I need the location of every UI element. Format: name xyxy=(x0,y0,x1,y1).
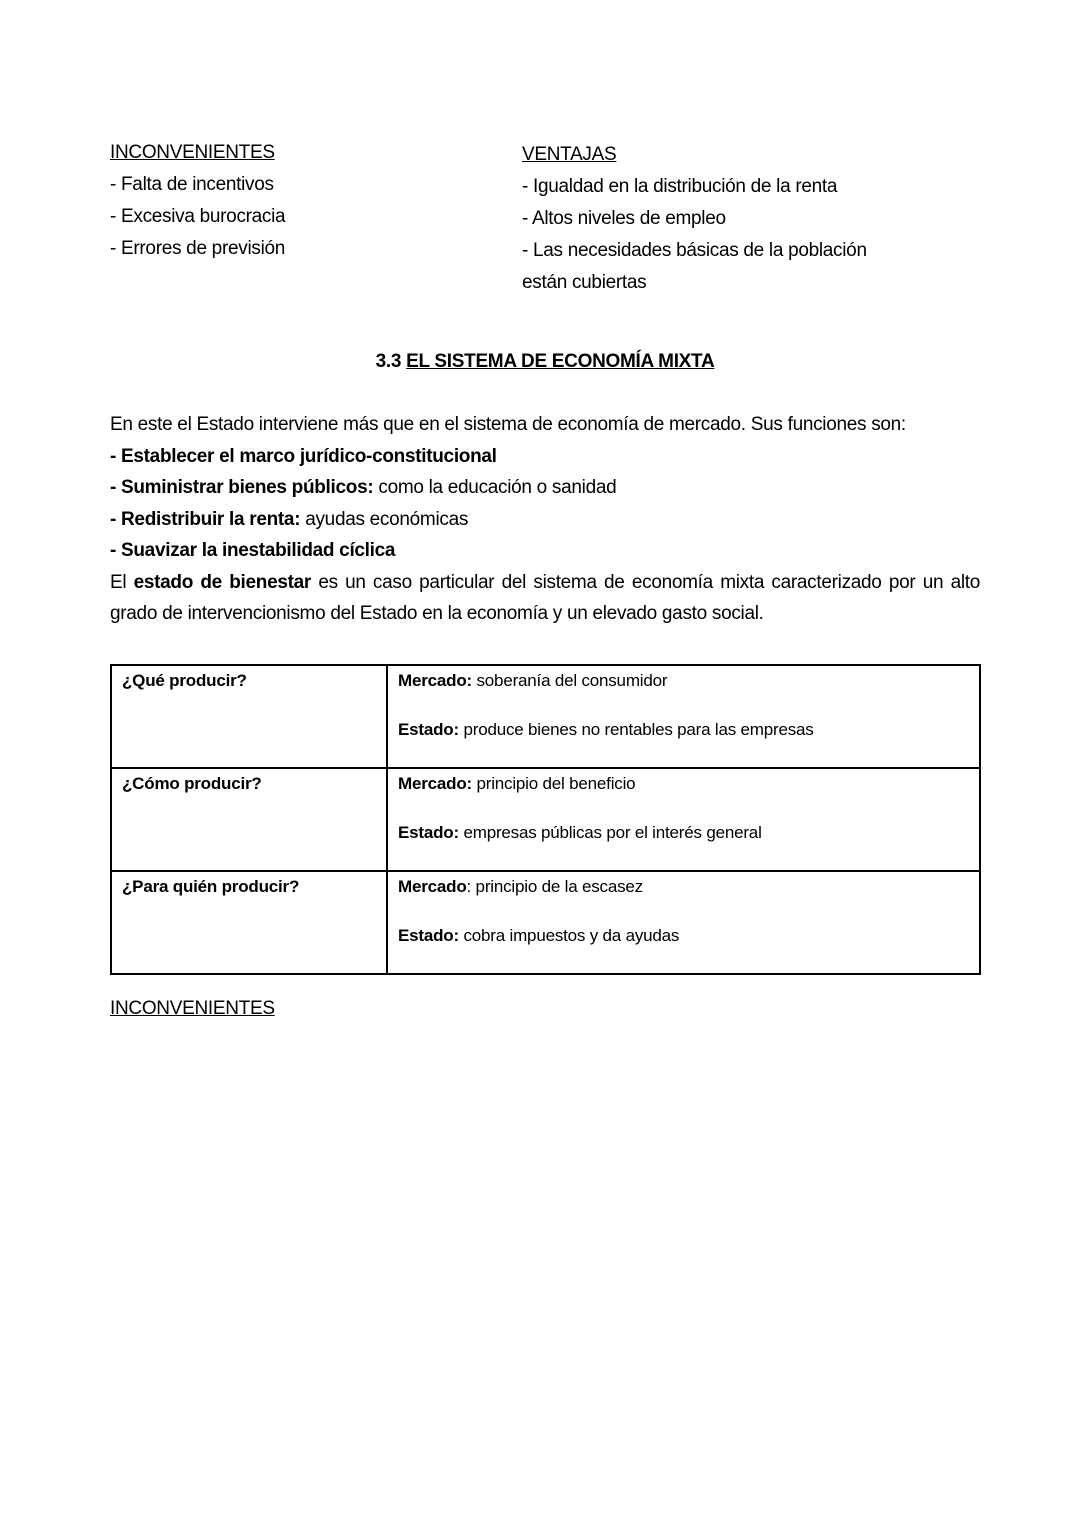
market-text: principio del beneficio xyxy=(471,774,636,793)
market-label: Mercado xyxy=(398,877,467,896)
question-cell: ¿Para quién producir? xyxy=(111,871,387,974)
table-row xyxy=(111,768,980,871)
state-text: cobra impuestos y da ayudas xyxy=(458,926,680,945)
function-label: - Suavizar la inestabilidad cíclica xyxy=(110,540,396,561)
section-title-text: EL SISTEMA DE ECONOMÍA MIXTA xyxy=(406,351,715,372)
list-item: - Errores de previsión xyxy=(110,238,286,259)
answer-cell xyxy=(387,768,980,871)
economic-questions-table xyxy=(110,664,981,975)
answer-cell xyxy=(387,665,980,768)
list-item: - Altos niveles de empleo xyxy=(522,208,726,229)
market-text: soberanía del consumidor xyxy=(471,671,668,690)
state-label: Estado: xyxy=(398,720,459,739)
advantages-list xyxy=(522,139,867,299)
market-text: : principio de la escasez xyxy=(466,877,643,896)
function-item xyxy=(110,535,980,567)
list-item: - Excesiva burocracia xyxy=(110,206,286,227)
table-row xyxy=(111,665,980,768)
welfare-term: estado de bienestar xyxy=(133,571,312,593)
welfare-text: es un caso particular del sistema de economía mixta caracterizado por un alto grado de intervencionismo del Estado en la economía y un elevado gasto social. xyxy=(110,571,981,624)
section-title xyxy=(0,346,1080,378)
list-item: - Falta de incentivos xyxy=(110,174,274,195)
list-item: - Igualdad en la distribución de la renta xyxy=(522,176,838,197)
welfare-paragraph xyxy=(110,567,980,630)
function-item xyxy=(110,472,980,504)
section-number: 3.3 xyxy=(375,351,402,372)
list-item: están cubiertas xyxy=(522,272,647,293)
function-item xyxy=(110,504,980,536)
table-row xyxy=(111,871,980,974)
bottom-disadvantages-heading: INCONVENIENTES xyxy=(110,998,275,1019)
market-label: Mercado: xyxy=(398,671,472,690)
intro-text: En este el Estado interviene más que en el sistema de economía de mercado. Sus funciones son: xyxy=(110,414,906,435)
question-cell: ¿Qué producir? xyxy=(111,665,387,768)
advantages-heading: VENTAJAS xyxy=(522,144,617,165)
market-label: Mercado: xyxy=(398,774,472,793)
function-text: como la educación o sanidad xyxy=(373,477,617,498)
function-label: - Establecer el marco jurídico-constitucional xyxy=(110,445,497,467)
function-text: ayudas económicas xyxy=(300,508,469,530)
state-text: empresas públicas por el interés general xyxy=(458,823,762,842)
answer-cell xyxy=(387,871,980,974)
state-label: Estado: xyxy=(398,823,459,842)
function-label: - Redistribuir la renta: xyxy=(110,508,301,530)
disadvantages-list xyxy=(110,137,285,265)
welfare-pre: El xyxy=(110,571,134,593)
function-label: - Suministrar bienes públicos: xyxy=(110,477,374,498)
state-text: produce bienes no rentables para las empresas xyxy=(458,720,814,739)
section-body xyxy=(110,409,980,630)
state-label: Estado: xyxy=(398,926,459,945)
question-cell: ¿Cómo producir? xyxy=(111,768,387,871)
function-item xyxy=(110,441,980,473)
disadvantages-heading: INCONVENIENTES xyxy=(110,142,275,163)
list-item: - Las necesidades básicas de la población xyxy=(522,240,867,261)
